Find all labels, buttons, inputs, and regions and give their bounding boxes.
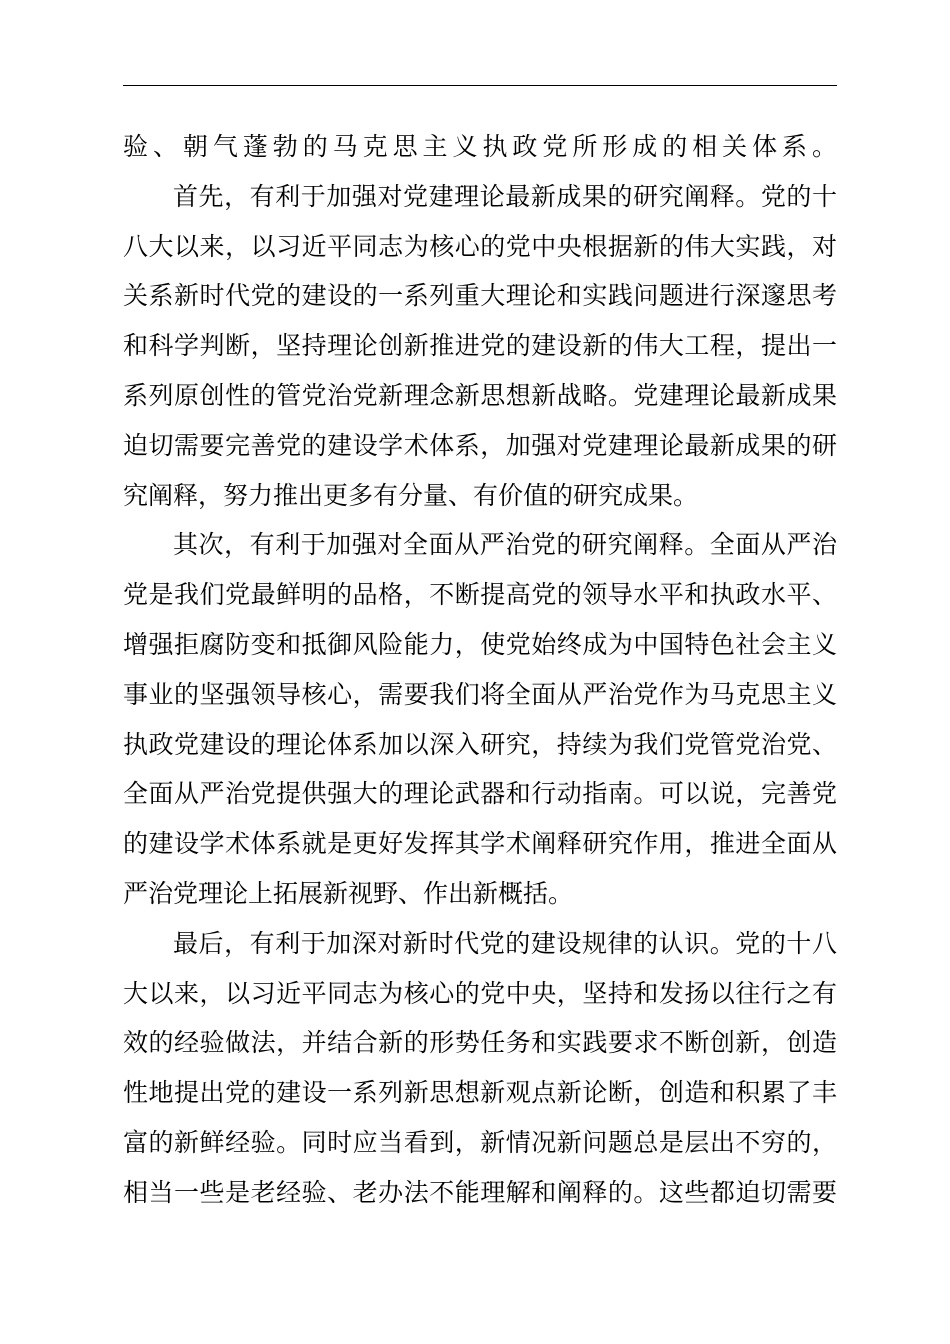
text-line: 效的经验做法，并结合新的形势任务和实践要求不断创新，创造 <box>123 1028 837 1058</box>
header-rule <box>123 85 837 86</box>
text-line: 事业的坚强领导核心，需要我们将全面从严治党作为马克思主义 <box>123 679 837 709</box>
text-line: 执政党建设的理论体系加以深入研究，持续为我们党管党治党、 <box>123 729 837 759</box>
text-line: 党是我们党最鲜明的品格，不断提高党的领导水平和执政水平、 <box>123 580 837 610</box>
text-line: 的建设学术体系就是更好发挥其学术阐释研究作用，推进全面从 <box>123 829 837 859</box>
text-line: 迫切需要完善党的建设学术体系，加强对党建理论最新成果的研 <box>123 430 837 460</box>
text-line: 和科学判断，坚持理论创新推进党的建设新的伟大工程，提出一 <box>123 331 837 361</box>
text-line: 大以来，以习近平同志为核心的党中央，坚持和发扬以往行之有 <box>123 978 837 1008</box>
paragraph-last-line: 严治党理论上拓展新视野、作出新概括。 <box>123 878 574 908</box>
text-line: 全面从严治党提供强大的理论武器和行动指南。可以说，完善党 <box>123 779 837 809</box>
paragraph-first-line: 首先，有利于加强对党建理论最新成果的研究阐释。党的十 <box>173 181 837 211</box>
text-line: 系列原创性的管党治党新理念新思想新战略。党建理论最新成果 <box>123 380 837 410</box>
text-line: 验、朝气蓬勃的马克思主义执政党所形成的相关体系。 <box>123 132 837 161</box>
text-line: 性地提出党的建设一系列新思想新观点新论断，创造和积累了丰 <box>123 1078 837 1108</box>
text-line: 增强拒腐防变和抵御风险能力，使党始终成为中国特色社会主义 <box>123 629 837 659</box>
text-line: 富的新鲜经验。同时应当看到，新情况新问题总是层出不穷的， <box>123 1127 837 1157</box>
text-line: 八大以来，以习近平同志为核心的党中央根据新的伟大实践，对 <box>123 231 837 261</box>
paragraph-last-line: 究阐释，努力推出更多有分量、有价值的研究成果。 <box>123 480 699 510</box>
text-line: 相当一些是老经验、老办法不能理解和阐释的。这些都迫切需要 <box>123 1177 837 1207</box>
text-line: 关系新时代党的建设的一系列重大理论和实践问题进行深邃思考 <box>123 281 837 311</box>
paragraph-first-line: 最后，有利于加深对新时代党的建设规律的认识。党的十八 <box>173 928 837 958</box>
paragraph-first-line: 其次，有利于加强对全面从严治党的研究阐释。全面从严治 <box>173 530 837 560</box>
body-text <box>123 122 837 1218</box>
